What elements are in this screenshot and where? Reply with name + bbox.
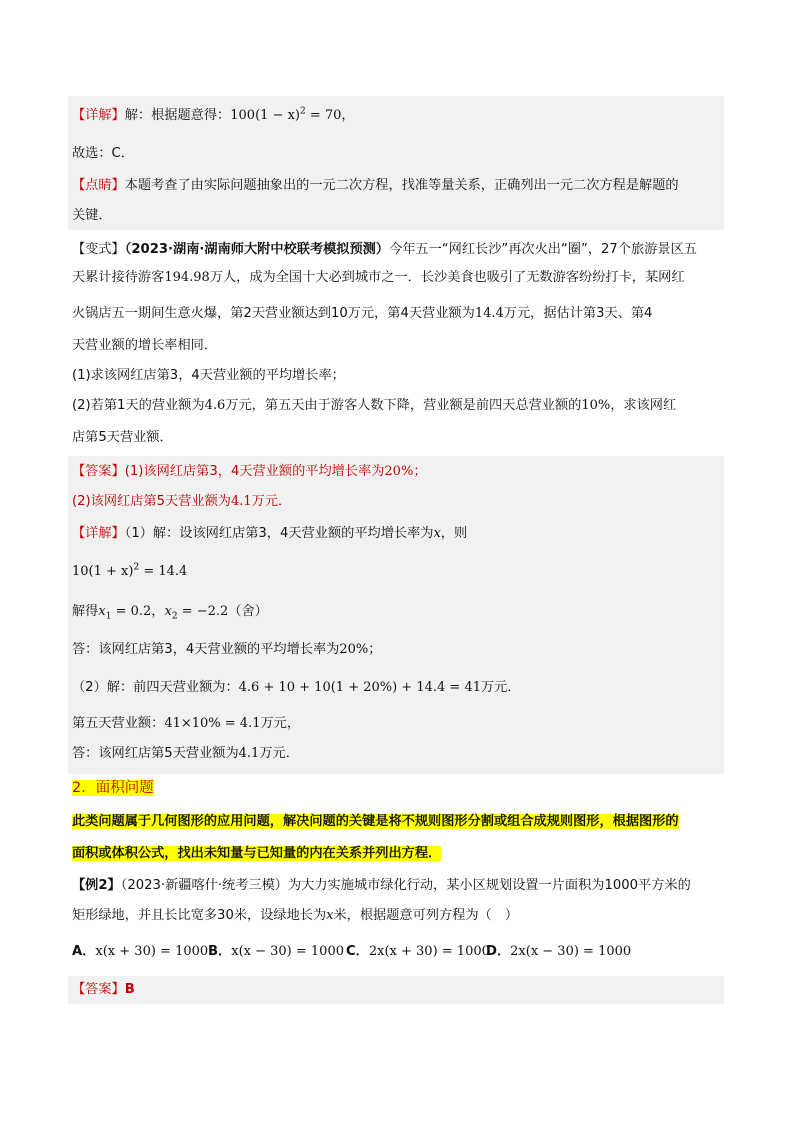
variant-line-3: 火锅店五一期间生意火爆，第2天营业额达到10万元，第4天营业额为14.4万元，据估计第3天、第4 [72, 306, 653, 321]
variant-source: （2023·湖南·湖南师大附中校联考模拟预测） [124, 242, 390, 257]
variant-question-1: (1)求该网红店第3，4天营业额的平均增长率； [72, 368, 345, 383]
answer-3-line [72, 980, 722, 1000]
option-c[interactable]: C．2x(x + 30) = 1000 [346, 944, 490, 959]
option-b[interactable]: B．x(x − 30) = 1000 [208, 944, 344, 959]
detail-tag: 【详解】 [72, 526, 125, 541]
comment-line-2: 关键． [72, 208, 112, 223]
answer-statement-2: 答：该网红店第5天营业额为4.1万元． [72, 746, 299, 761]
example-source: （2023·新疆喀什·统考三模） [120, 878, 288, 893]
comment-line-1: 【点睛】本题考查了由实际问题抽象出的一元二次方程，找准等量关系，正确列出一元二次方程是解题的 [72, 178, 679, 193]
example-2-line-2: 矩形绿地，并且长比宽多30米，设绿地长为x米，根据题意可列方程为（ ） [72, 908, 519, 923]
option-d[interactable]: D．2x(x − 30) = 1000 [486, 944, 632, 959]
section-highlight-2: 面积或体积公式，找出未知量与已知量的内在关系并列出方程． [72, 846, 442, 861]
answer-tag: 【答案】 [72, 464, 125, 479]
detail-1-line: 【详解】解：根据题意得：$100(1 - x)^2 = 70$， [72, 106, 355, 123]
answer-2-line-1: 【答案】(1)该网红店第3，4天营业额的平均增长率为20%； [72, 464, 427, 479]
detail-2-line-1: 【详解】（1）解：设该网红店第3，4天营业额的平均增长率为x，则 [72, 526, 468, 541]
comment-tag: 【点睛】 [72, 178, 125, 193]
variant-line-4: 天营业额的增长率相同． [72, 338, 218, 353]
variant-question-2: (2)若第1天的营业额为4.6万元，第五天由于游客人数下降，营业额是前四天总营业额的10%，求该网红 [72, 398, 677, 413]
variant-line-1: 【变式】（2023·湖南·湖南师大附中校联考模拟预测）今年五一“网红长沙”再次火出“圈”，27个旅游景区五 [72, 242, 697, 257]
example-2-line-1: 【例2】（2023·新疆喀什·统考三模）为大力实施城市绿化行动，某小区规划设置一片面积为1000平方米的 [72, 878, 691, 893]
variant-line-2: 天累计接待游客194.98万人，成为全国十大必到城市之一．长沙美食也吸引了无数游客纷纷打卡，某网红 [72, 270, 685, 285]
part-3-line: 第五天营业额：41×10% = 4.1万元， [72, 716, 301, 731]
solution-line: 解得$x_1 = 0.2$，$x_2 = -2.2$（舍） [72, 604, 268, 622]
answer-statement-1: 答：该网红店第3，4天营业额的平均增长率为20%； [72, 642, 382, 657]
answer-2-line-2: (2)该网红店第5天营业额为4.1万元． [72, 494, 292, 509]
detail-tag: 【详解】 [72, 108, 125, 123]
section-highlight-1: 此类问题属于几何图形的应用问题，解决问题的关键是将不规则图形分割或组合成规则图形，根据图形的 [72, 814, 679, 829]
option-a[interactable]: A．x(x + 30) = 1000 [72, 944, 209, 959]
answer-value: B [124, 982, 135, 997]
options-row [72, 942, 722, 962]
answer-tag: 【答案】 [72, 982, 125, 997]
variant-question-2-cont: 店第5天营业额． [72, 430, 173, 445]
equation: $100(1 - x)^2 = 70$ [230, 106, 342, 123]
example-tag: 【例2】 [72, 878, 121, 893]
section-title: 2．面积问题 [72, 780, 154, 796]
equation-line: $10(1 + x)^2 = 14.4$ [72, 562, 188, 579]
variant-tag: 【变式】 [72, 242, 125, 257]
choose-line: 故选：C． [72, 146, 134, 161]
part-2-line: （2）解：前四天营业额为：4.6 + 10 + 10(1 + 20%) + 14.4 = 41万元． [72, 680, 521, 695]
